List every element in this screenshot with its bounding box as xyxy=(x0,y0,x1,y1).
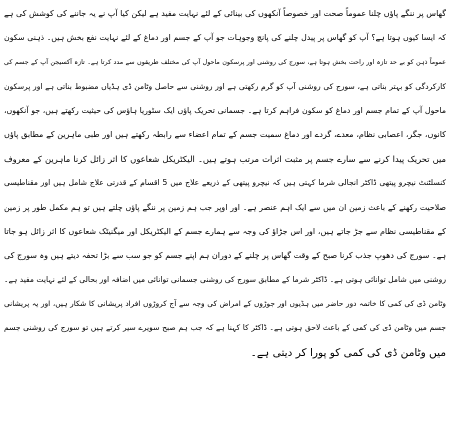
article-line: ہے۔ سورج کی دھوپ جذب کرنا صبح کے وقت گھاس پر چلنے کے دوران ہم اپنے جسم کو جو سب سے بڑا تحفہ دیتے ہیں وہ سورج کی xyxy=(4,250,446,260)
article-line: گھاس پر ننگے پاؤں چلنا عموماً صحت اور خصوصاً آنکھوں کی بینائی کے لئے نہایت مفید ہے لیکن کیا آپ نے یہ جاننے کی کوشش کی ہے xyxy=(4,9,446,18)
article-line: میں تحریک پیدا کرنے سے سارے جسم پر مثبت اثرات مرتب ہوتے ہیں۔ الیکٹریکل شعاعوں کا اثر زائل کرنا ماہرین کے معروف xyxy=(4,154,446,165)
article-line: کارکردگی کو بہتر بناتی ہے، سورج کی روشنی آپ کو گرم رکھتی ہے اور روشنی سے حاصل وٹامن ڈی ہڈیاں مضبوط بناتی ہے اور پرسکون xyxy=(4,81,446,91)
article-line: کے مقناطیسی نظام سے جڑ جاتے ہیں، اور اس جڑاؤ کی وجہ سے ہمارے جسم کے الیکٹریکل اور میگنیٹک شعاعوں کا اثر زائل ہو جاتا xyxy=(4,226,446,236)
article-line: میں وٹامن ڈی کی کمی کو پورا کر دیتی ہے۔ xyxy=(250,346,446,359)
article-line: کہ ایسا کیوں ہوتا ہے؟ آپ کو گھاس پر پیدل چلنے کی پانچ وجوہات جو آپ کے جسم اور دماغ کے لئے نہایت نفع بخش ہیں۔ ذہنی سکون xyxy=(4,33,446,43)
article-line: کنسلٹنٹ نیچرو پیتھی ڈاکٹر انجالی شرما کہتی ہیں کہ نیچرو پیتھی کے ذریعے علاج میں 5 اقسام کے قدرتی علاج شامل ہیں اور مقناطیسی xyxy=(4,178,446,188)
article-line: جسم میں وٹامن ڈی کی کمی کے باعث لاحق ہوتی ہے۔ ڈاکٹر کا کہنا ہے کہ جب ہم صبح سویرے سیر کرتے ہیں تو سورج کی روشنی جسم xyxy=(4,323,446,333)
article-line: ماحول آپ کے تمام جسم اور دماغ کو سکون فراہم کرتا ہے۔ جسمانی تحریک پاؤں ایک سٹوریا ہاؤس کی حیثیت رکھتے ہیں، جو آنکھوں، xyxy=(4,105,446,115)
article-line: صلاحیت رکھنے کے باعث زمین ان میں سے ایک اہم عنصر ہے۔ اور اوپر جب ہم زمین پر ننگے پاؤں چلتے ہیں تو ہم مکمل طور پر زمین xyxy=(4,202,446,212)
article-line: روشنی میں شامل توانائی ہوتی ہے۔ ڈاکٹر شرما کے مطابق سورج کی روشنی جسمانی توانائی میں اضافہ اور بحالی کے لئے نہایت مفید ہے۔ xyxy=(4,275,446,285)
article-line: وٹامن ڈی کی کمی کا خاتمہ دور حاضر میں ہڈیوں اور جوڑوں کے امراض کی وجہ سے آج کروڑوں افراد پریشانی کا شکار ہیں، اور یہ پریشانی xyxy=(4,299,446,309)
article-line: کانوں، جگر، اعصابی نظام، معدے، گردے اور دماغ سمیت جسم کے تمام اعضاء سے رابطہ رکھتے ہیں اور طبی ماہرین کے مطابق پاؤں xyxy=(4,129,446,139)
article-line: عموماً ذہن کو بے حد تازہ اور راحت بخش ہوتا ہے، سورج کی روشنی اور پرسکون ماحول آپ کی مختلف طریقوں سے مدد کرتا ہے۔ تازہ آکسیجن آپ کے جسم کی xyxy=(4,58,446,67)
